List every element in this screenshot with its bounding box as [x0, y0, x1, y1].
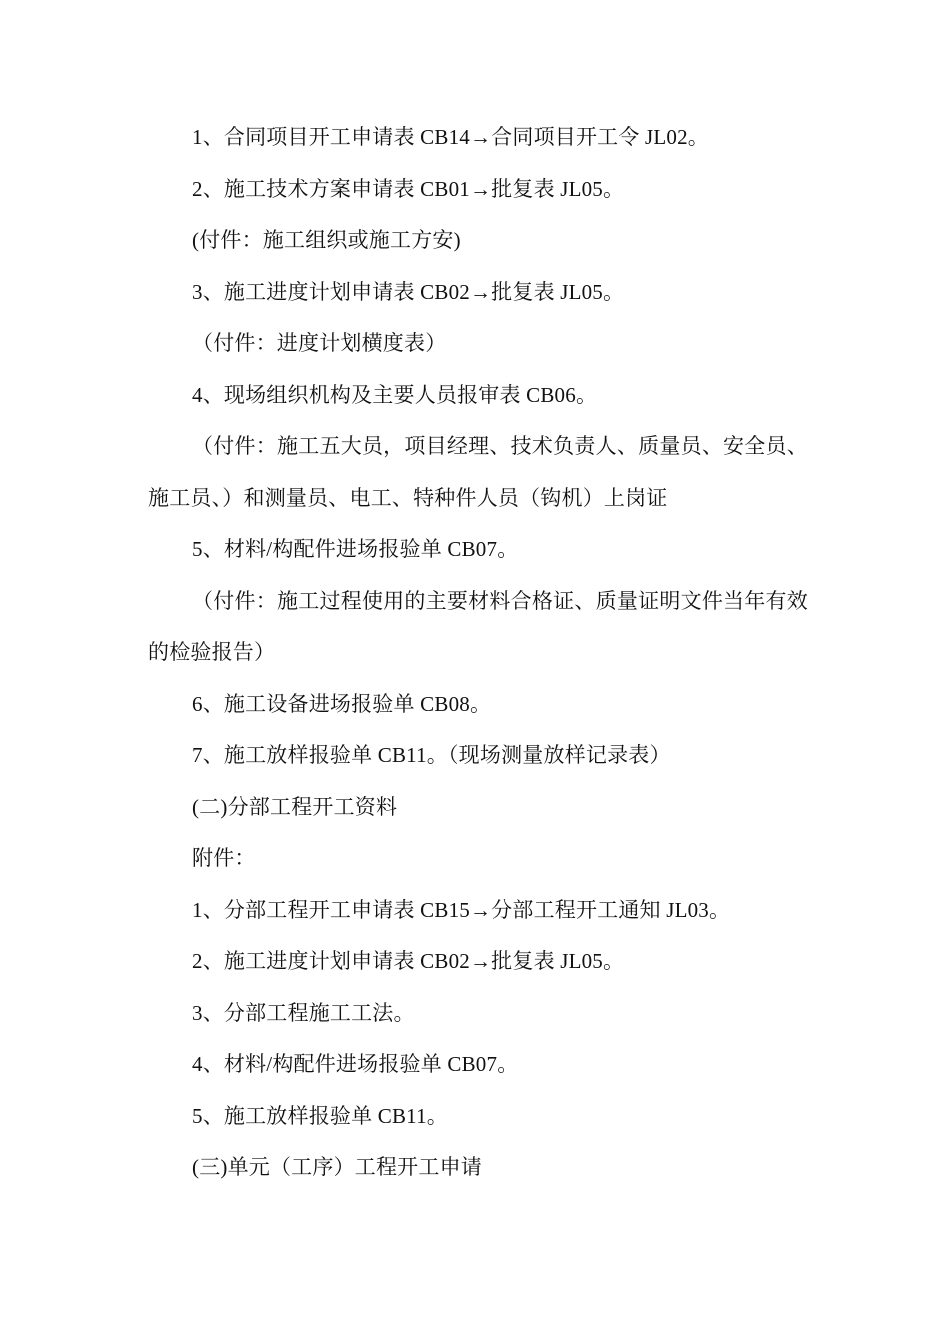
list-item: 2、施工进度计划申请表 CB02→批复表 JL05。: [192, 949, 625, 973]
list-item: 1、合同项目开工申请表 CB14→合同项目开工令 JL02。: [192, 125, 710, 149]
list-item: 2、施工技术方案申请表 CB01→批复表 JL05。: [192, 176, 625, 201]
section-heading: (三)单元（工序）工程开工申请: [192, 1155, 482, 1179]
list-item: 4、材料/构配件进场报验单 CB07。: [192, 1052, 519, 1076]
list-item: 7、施工放样报验单 CB11。（现场测量放样记录表）: [192, 743, 671, 767]
list-item: 4、现场组织机构及主要人员报审表 CB06。: [192, 382, 598, 407]
list-item: 5、施工放样报验单 CB11。: [192, 1103, 448, 1128]
document-body: [148, 112, 808, 1194]
list-item: 1、分部工程开工申请表 CB15→分部工程开工通知 JL03。: [192, 897, 731, 922]
attachment-label: 附件：: [192, 846, 256, 870]
list-item: 6、施工设备进场报验单 CB08。: [192, 691, 492, 716]
attachment-note: （付件：进度计划横度表）: [192, 331, 447, 355]
list-item: 3、分部工程施工工法。: [192, 1000, 415, 1025]
list-item: 5、材料/构配件进场报验单 CB07。: [192, 537, 519, 561]
attachment-note: （付件：施工过程使用的主要材料合格证、质量证明文件当年有效的检验报告）: [148, 588, 808, 664]
section-heading: (二)分部工程开工资料: [192, 794, 398, 819]
attachment-note: （付件：施工五大员，项目经理、技术负责人、质量员、安全员、施工员、）和测量员、电工、特种件人员（钩机）上岗证: [148, 434, 808, 510]
list-item: 3、施工进度计划申请表 CB02→批复表 JL05。: [192, 279, 625, 304]
attachment-note: (付件：施工组织或施工方安): [192, 228, 461, 252]
